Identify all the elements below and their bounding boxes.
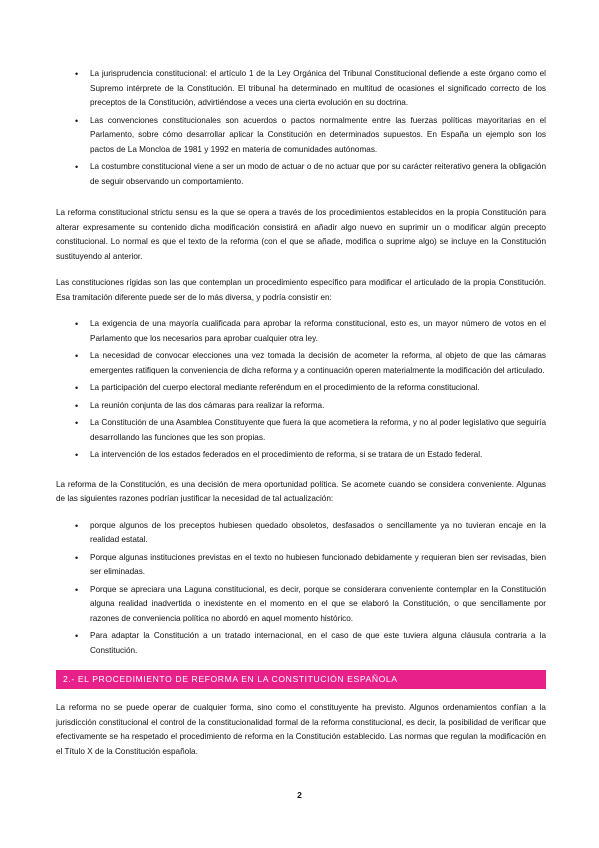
list-item-text: La necesidad de convocar elecciones una vez tomada la decisión de acometer la reforma, al objeto de que las cámaras emergentes ratifiquen la conveniencia de dicha reforma y a continuación operen materialmente la modificación del articulado. xyxy=(90,351,546,375)
paragraph-oportunidad: La reforma de la Constitución, es una decisión de mera oportunidad política. Se acomete cuando se considera conveniente. Algunas de las siguientes razones podrían justificar la necesidad de tal actualización: xyxy=(56,479,546,503)
list-item xyxy=(56,448,546,463)
list-item xyxy=(56,399,546,414)
list-item xyxy=(56,349,546,378)
list-item xyxy=(56,160,546,189)
bullet-icon: • xyxy=(75,584,79,595)
list-item-text: La participación del cuerpo electoral mediante referéndum en el procedimiento de la reforma constitucional. xyxy=(90,383,480,392)
list-item-text: La intervención de los estados federados en el procedimiento de reforma, si se tratara de un Estado federal. xyxy=(90,450,483,459)
bullet-icon: • xyxy=(75,162,79,172)
list-item-text: La exigencia de una mayoría cualificada para aprobar la reforma constitucional, esto es, un mayor número de votos en el Parlamento que los necesarios para aprobar cualquier otra ley. xyxy=(90,319,546,343)
section-header xyxy=(56,670,546,689)
list-item xyxy=(56,629,546,658)
list-item-text: Para adaptar la Constitución a un tratado internacional, en el caso de que este tuviera alguna cláusula contraria a la Constitución. xyxy=(90,631,546,655)
list-item-text: La costumbre constitucional viene a ser un modo de actuar o de no actuar que por su carácter reiterativo genera la obligación de seguir observando un comportamiento. xyxy=(90,162,546,186)
page-number: 2 xyxy=(297,790,302,800)
list-item xyxy=(56,583,546,627)
paragraph-final: La reforma no se puede operar de cualquier forma, sino como el constituyente ha previsto. Algunos ordenamientos confían a la jurisdicción constitucional el control de la constitucionalidad formal de la reforma constitucional, es decir, la posibilidad de verificar que efectivamente se ha respetado el procedimiento de reforma en la Constitución establecido. Las normas que regulan la modificación en el Título X de la Constitución española. xyxy=(56,703,546,756)
list-item-text: porque algunos de los preceptos hubiesen quedado obsoletos, desfasados o sencillamente ya no tuvieran encaje en la realidad estatal. xyxy=(90,520,546,544)
paragraph-rigidas: Las constituciones rígidas son las que contemplan un procedimiento específico para modificar el articulado de la propia Constitución. Esa tramitación diferente puede ser de lo más diversa, y podría consistir en: xyxy=(56,278,546,302)
list-item-text: Porque algunas instituciones previstas en el texto no hubiesen funcionado debidamente y requieran bien ser revisadas, bien ser eliminadas. xyxy=(90,552,546,576)
bullet-icon: • xyxy=(75,400,79,411)
list-item xyxy=(56,317,546,346)
bullet-icon: • xyxy=(75,383,79,393)
page-content xyxy=(56,67,546,759)
list-item-text: La jurisprudencia constitucional: el artículo 1 de la Ley Orgánica del Tribunal Constitucional defiende a este órgano como el Supremo intérprete de la Constitución. El tribunal ha determinado en multitud de ocasiones el significado correcto de los preceptos de la Constitución, advirtiéndose a veces una cierta evolución en su doctrina. xyxy=(90,69,546,107)
section-title: 2.- EL PROCEDIMIENTO DE REFORMA EN LA CONSTITUCIÓN ESPAÑOLA xyxy=(63,674,398,684)
list-item xyxy=(56,519,546,548)
bullet-icon: • xyxy=(75,520,79,531)
list-item-text: Las convenciones constitucionales son acuerdos o pactos normalmente entre las fuerzas políticas mayoritarias en el Parlamento, sobre cómo desarrollar aplicar la Constitución en determinados supuestos. En España un ejemplo son los pactos de La Moncloa de 1981 y 1992 en materia de comunidades autónomas. xyxy=(90,115,546,154)
list-item xyxy=(56,114,546,158)
list-item xyxy=(56,381,546,396)
bullet-list-rigidas xyxy=(56,317,546,463)
bullet-icon: • xyxy=(75,319,79,329)
bullet-icon: • xyxy=(75,351,79,361)
list-item xyxy=(56,67,546,111)
list-item-text: La Constitución de una Asamblea Constituyente que fuera la que acometiera la reforma, y no al poder legislativo que seguiría desarrollando las funciones que les son propias. xyxy=(90,418,546,442)
bullet-icon: • xyxy=(75,69,79,79)
paragraph-reforma: La reforma constitucional strictu sensu es la que se opera a través de los procedimientos establecidos en la propia Constitución para alterar expresamente su contenido dicha modificación consistirá en añadir algo nuevo en suprimir un o modificar algún precepto constitucional. Lo normal es que el texto de la reforma (con el que se añade, modifica o suprime algo) se incluye en la Constitución sustituyendo al anterior. xyxy=(56,208,546,261)
list-item xyxy=(56,416,546,445)
bullet-list-razones xyxy=(56,519,546,659)
bullet-icon: • xyxy=(75,115,79,126)
bullet-icon: • xyxy=(75,418,79,428)
list-item xyxy=(56,551,546,580)
list-item-text: La reunión conjunta de las dos cámaras para realizar la reforma. xyxy=(90,400,325,410)
bullet-icon: • xyxy=(75,552,79,563)
bullet-icon: • xyxy=(75,631,79,641)
bullet-list-intro xyxy=(56,67,546,189)
list-item-text: Porque se apreciara una Laguna constitucional, es decir, porque se considerara conveniente contemplar en la Constitución alguna realidad inadvertida o inexistente en el momento en el que se elaboró la Constitución, o que sencillamente por razones de conveniencia política no abordó en aquel momento histórico. xyxy=(90,584,546,623)
bullet-icon: • xyxy=(75,450,79,460)
